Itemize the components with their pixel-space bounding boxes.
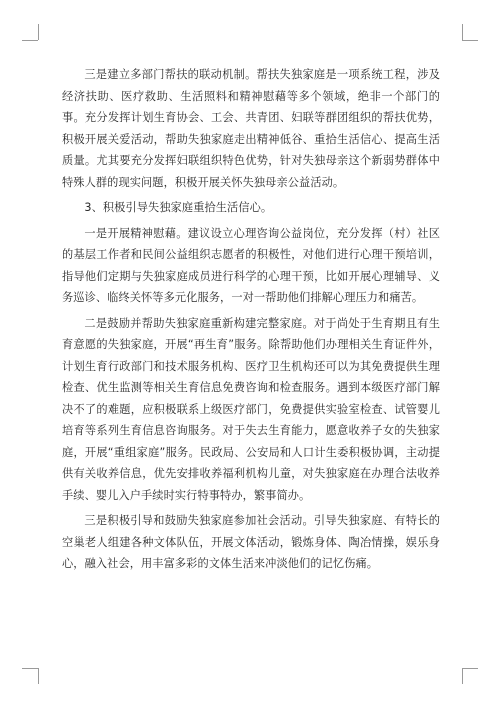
paragraph-spiritual-comfort: 一是开展精神慰藉。建议设立心理咨询公益岗位，充分发挥（村）社区的基层工作者和民间公益组织志愿者的积极性，对他们进行心理干预培训，指导他们定期与失独家庭成员进行科学的心理干预，比如开展心理辅导、义务巡诊、临终关怀等多元化服务，一对一帮助他们排解心理压力和痛苦。 [62,226,440,304]
crop-mark-bottom-right-h [462,668,478,669]
document-body [62,64,440,575]
paragraph-multi-department-mechanism: 三是建立多部门帮扶的联动机制。帮扶失独家庭是一项系统工程，涉及经济扶助、医疗救助、生活照料和精神慰藉等多个领域，绝非一个部门的事。充分发挥计划生育协会、工会、共青团、妇联等群团组织的帮扶优势，积极开展关爱活动，帮助失独家庭走出精神低谷、重拾生活信心、提高生活质量。尤其要充分发挥妇联组织特色优势，针对失独母亲这个新弱势群体中特殊人群的现实问题，积极开展关怀失独母亲公益活动。 [62,68,440,189]
crop-mark-bottom-right-v [462,668,463,684]
crop-mark-bottom-left-h [22,668,38,669]
section-heading-rebuild-confidence: 3、积极引导失独家庭重拾生活信心。 [84,201,273,214]
crop-mark-top-right-h [462,40,478,41]
paragraph-social-activities: 三是积极引导和鼓励失独家庭参加社会活动。引导失独家庭、有特长的空巢老人组建各种文体队伍，开展文体活动，锻炼身体、陶冶情操，娱乐身心，融入社会，用丰富多彩的文体生活来冲淡他们的记忆伤痛。 [62,514,440,570]
crop-mark-top-left-h [22,40,38,41]
crop-mark-top-right-v [462,24,463,40]
crop-mark-top-left-v [38,24,39,40]
paragraph-rebuild-family: 二是鼓励并帮助失独家庭重新构建完整家庭。对于尚处于生育期且有生育意愿的失独家庭，开展“再生育”服务。除帮助他们办理相关生育证件外，计划生育行政部门和技术服务机构、医疗卫生机构还可以为其免费提供生理检查、优生监测等相关生育信息免费咨询和检查服务。遇到本级医疗部门解决不了的难题，应积极联系上级医疗部门，免费提供实验室检查、试管婴儿培育等系列生育信息咨询服务。对于失去生育能力，愿意收养子女的失独家庭，开展“重组家庭”服务。民政局、公安局和人口计生委积极协调，主动提供有关收养信息，优先安排收养福利机构儿童，对失独家庭在办理合法收养手续、婴儿入户手续时实行特事特办，繁事简办。 [62,316,440,502]
crop-mark-bottom-left-v [38,668,39,684]
